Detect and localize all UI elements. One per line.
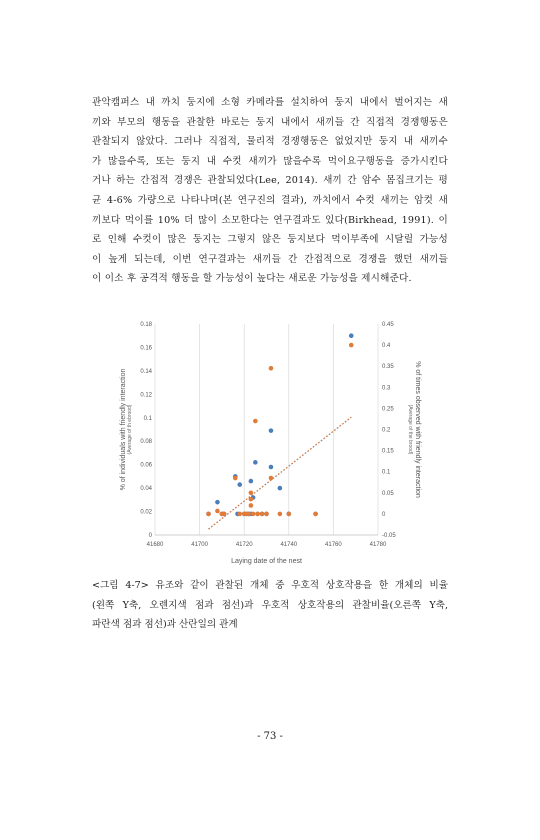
blue-data-point (349, 333, 354, 338)
left-tick-label: 0.1 (143, 415, 152, 422)
left-tick-label: 0.12 (140, 392, 152, 399)
left-tick-label: 0 (148, 533, 152, 539)
right-tick-label: -0.05 (382, 533, 396, 539)
blue-data-point (269, 428, 274, 433)
body-line: 균 4-6% 가량으로 나타나며(본 연구진의 결과), 까치에서 수컷 새끼는 암컷 새 (92, 194, 448, 206)
orange-data-point (278, 512, 283, 517)
orange-data-point (249, 503, 254, 508)
body-paragraph (92, 93, 448, 289)
right-tick-label: 0.4 (382, 343, 391, 350)
blue-data-point (237, 482, 242, 487)
scatter-chart (100, 310, 440, 580)
orange-data-point (237, 512, 242, 517)
orange-data-point (269, 476, 274, 481)
orange-data-point (233, 476, 238, 481)
orange-data-point (251, 512, 256, 517)
x-tick-label: 41780 (369, 542, 387, 548)
blue-data-point (215, 500, 220, 505)
orange-data-point (313, 512, 318, 517)
blue-data-point (269, 465, 274, 470)
x-axis-title: Laying date of the nest (231, 558, 302, 565)
orange-data-point (260, 512, 265, 517)
chart-grid (155, 324, 378, 535)
chart-svg (100, 310, 440, 580)
chart-points (206, 333, 353, 516)
body-line: 로 인해 수컷이 많은 둥지는 그렇지 않은 둥지보다 먹이부족에 시달릴 가능성 (92, 234, 448, 246)
x-tick-label: 41720 (235, 542, 253, 548)
blue-data-point (278, 486, 283, 491)
orange-data-point (269, 366, 274, 371)
left-tick-label: 0.04 (140, 486, 152, 493)
body-line: 이 이소 후 공격적 행동을 할 가능성이 높다는 새로운 가능성을 제시해준다. (92, 273, 412, 285)
right-tick-label: 0.15 (382, 448, 394, 455)
orange-data-point (287, 512, 292, 517)
body-line: 끼보다 먹이를 10% 더 많이 소모한다는 연구결과도 있다(Birkhead, 1991). 이 (92, 214, 448, 226)
right-tick-label: 0.2 (382, 427, 391, 434)
caption-line: <그림 4-7> 유조와 같이 관찰된 개체 중 우호적 상호작용을 한 개체의 비율 (92, 580, 448, 591)
left-axis-title: % of individuals with friendly interaction (120, 368, 127, 491)
right-axis-subtitle: (Average of the brood) (407, 404, 413, 455)
body-line: 관찰되지 않았다. 그러나 직접적, 물리적 경쟁행동은 없었지만 둥지 내 새끼수 (92, 136, 448, 148)
right-tick-label: 0.35 (382, 364, 394, 371)
left-tick-label: 0.16 (140, 345, 152, 352)
orange-data-point (349, 343, 354, 348)
left-tick-label: 0.02 (140, 509, 152, 516)
page-number: - 73 - (257, 731, 283, 742)
orange-data-point (264, 512, 269, 517)
orange-data-point (206, 512, 211, 517)
right-tick-label: 0.3 (382, 385, 391, 392)
body-line: 이 높게 되는데, 이번 연구결과는 새끼들 간 간접적으로 경쟁을 했던 새끼들 (92, 253, 448, 265)
x-tick-label: 41760 (325, 542, 342, 548)
right-tick-label: 0.45 (382, 322, 394, 328)
x-tick-label: 41680 (146, 542, 164, 548)
left-tick-label: 0.06 (140, 462, 152, 469)
figure-caption (92, 576, 448, 635)
blue-data-point (249, 479, 254, 484)
body-line: 끼와 부모의 행동을 관찰한 바로는 둥지 내에서 새끼들 간 직접적 경쟁행동은 (92, 116, 448, 128)
right-tick-label: 0.25 (382, 406, 394, 413)
right-axis-title: % of times observed with friendly interaction (414, 361, 421, 498)
orange-data-point (249, 497, 254, 502)
orange-data-point (246, 512, 251, 517)
orange-data-point (215, 509, 220, 514)
caption-line: (왼쪽 Y축, 오렌지색 점과 점선)과 우호적 상호작용의 관찰비율(오른쪽 Y축, (92, 599, 448, 611)
right-tick-label: 0.1 (382, 469, 391, 476)
blue-data-point (253, 460, 258, 465)
body-line: 거나 하는 간접적 경쟁은 관찰되었다(Lee, 2014). 새끼 간 암수 몸집크기는 평 (92, 175, 448, 187)
x-tick-label: 41740 (280, 542, 298, 548)
left-tick-label: 0.14 (140, 368, 152, 375)
body-line: 가 많을수록, 또는 둥지 내 수컷 새끼가 많을수록 먹이요구행동을 증가시킨다 (92, 155, 448, 167)
left-tick-label: 0.08 (140, 439, 152, 446)
right-tick-label: 0 (382, 511, 386, 518)
right-tick-label: 0.05 (382, 490, 394, 497)
orange-data-point (255, 512, 260, 517)
body-line: 관악캠퍼스 내 까치 둥지에 소형 카메라를 설치하여 둥지 내에서 벌어지는 새 (92, 97, 448, 108)
left-tick-label: 0.18 (140, 322, 152, 328)
x-tick-label: 41700 (191, 542, 208, 548)
orange-data-point (249, 491, 254, 496)
orange-data-point (222, 512, 227, 517)
orange-data-point (253, 419, 258, 424)
caption-line: 파란색 점과 점선)과 산란일의 관계 (92, 619, 238, 631)
left-axis-subtitle: (Average of th ebrood) (127, 404, 133, 455)
